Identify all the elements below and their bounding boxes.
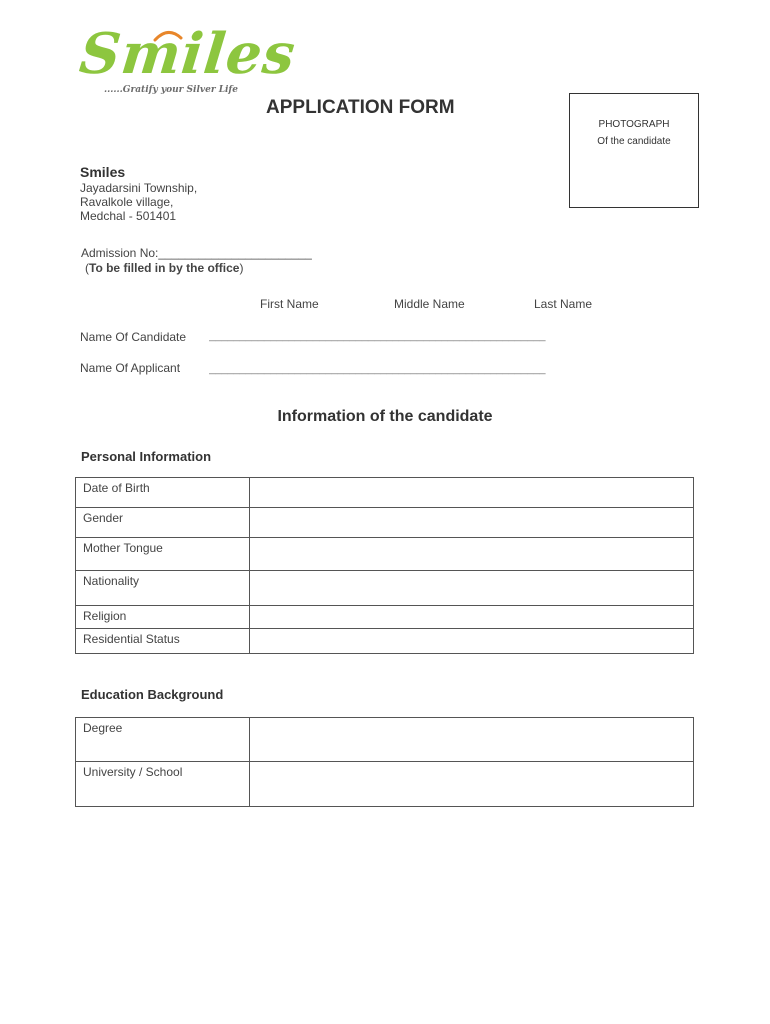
last-name-header: Last Name <box>534 297 593 311</box>
residential-status-input[interactable] <box>250 629 694 654</box>
table-row <box>76 571 694 606</box>
form-title: APPLICATION FORM <box>266 97 455 118</box>
admission-number-field[interactable]: Admission No:_______________________ <box>81 246 312 260</box>
table-row <box>76 538 694 571</box>
university-input[interactable] <box>250 762 694 807</box>
gender-label: Gender <box>76 508 250 538</box>
degree-input[interactable] <box>250 718 694 762</box>
photo-sublabel: Of the candidate <box>597 136 671 147</box>
photo-label: PHOTOGRAPH <box>598 119 670 130</box>
applicant-name-field[interactable]: _______________________________________________________ <box>209 363 546 375</box>
residential-status-label: Residential Status <box>76 629 250 654</box>
logo-tagline: ......Gratify your Silver Life <box>104 85 239 95</box>
personal-info-table <box>75 477 694 654</box>
address-line: Ravalkole village, <box>80 195 174 209</box>
mother-tongue-label: Mother Tongue <box>76 538 250 571</box>
first-name-header: First Name <box>260 297 319 311</box>
applicant-name-label: Name Of Applicant <box>80 361 181 375</box>
gender-input[interactable] <box>250 508 694 538</box>
dob-input[interactable] <box>250 478 694 508</box>
note-paren-close: ) <box>239 261 244 275</box>
table-row <box>76 606 694 629</box>
religion-input[interactable] <box>250 606 694 629</box>
logo-wordmark: Smiles <box>76 21 299 87</box>
education-title: Education Background <box>81 687 224 702</box>
candidate-name-label: Name Of Candidate <box>80 330 187 344</box>
note-paren-open: ( <box>85 261 89 275</box>
table-row <box>76 762 694 807</box>
org-name: Smiles <box>80 164 126 180</box>
candidate-name-field[interactable]: _______________________________________________________ <box>209 330 546 342</box>
dob-label: Date of Birth <box>76 478 250 508</box>
education-table <box>75 717 694 807</box>
address-line: Medchal - 501401 <box>80 209 177 223</box>
nationality-label: Nationality <box>76 571 250 606</box>
personal-info-title: Personal Information <box>81 449 212 464</box>
university-label: University / School <box>76 762 250 807</box>
nationality-input[interactable] <box>250 571 694 606</box>
logo-smile-arc-icon <box>152 28 184 44</box>
table-row <box>76 478 694 508</box>
photo-box <box>569 93 699 208</box>
mother-tongue-input[interactable] <box>250 538 694 571</box>
degree-label: Degree <box>76 718 250 762</box>
section-title: Information of the candidate <box>277 408 493 425</box>
table-row <box>76 629 694 654</box>
address-line: Jayadarsini Township, <box>80 181 198 195</box>
note-text: To be filled in by the office <box>89 261 240 275</box>
table-row <box>76 508 694 538</box>
admission-note <box>85 261 243 275</box>
religion-label: Religion <box>76 606 250 629</box>
middle-name-header: Middle Name <box>394 297 465 311</box>
table-row <box>76 718 694 762</box>
